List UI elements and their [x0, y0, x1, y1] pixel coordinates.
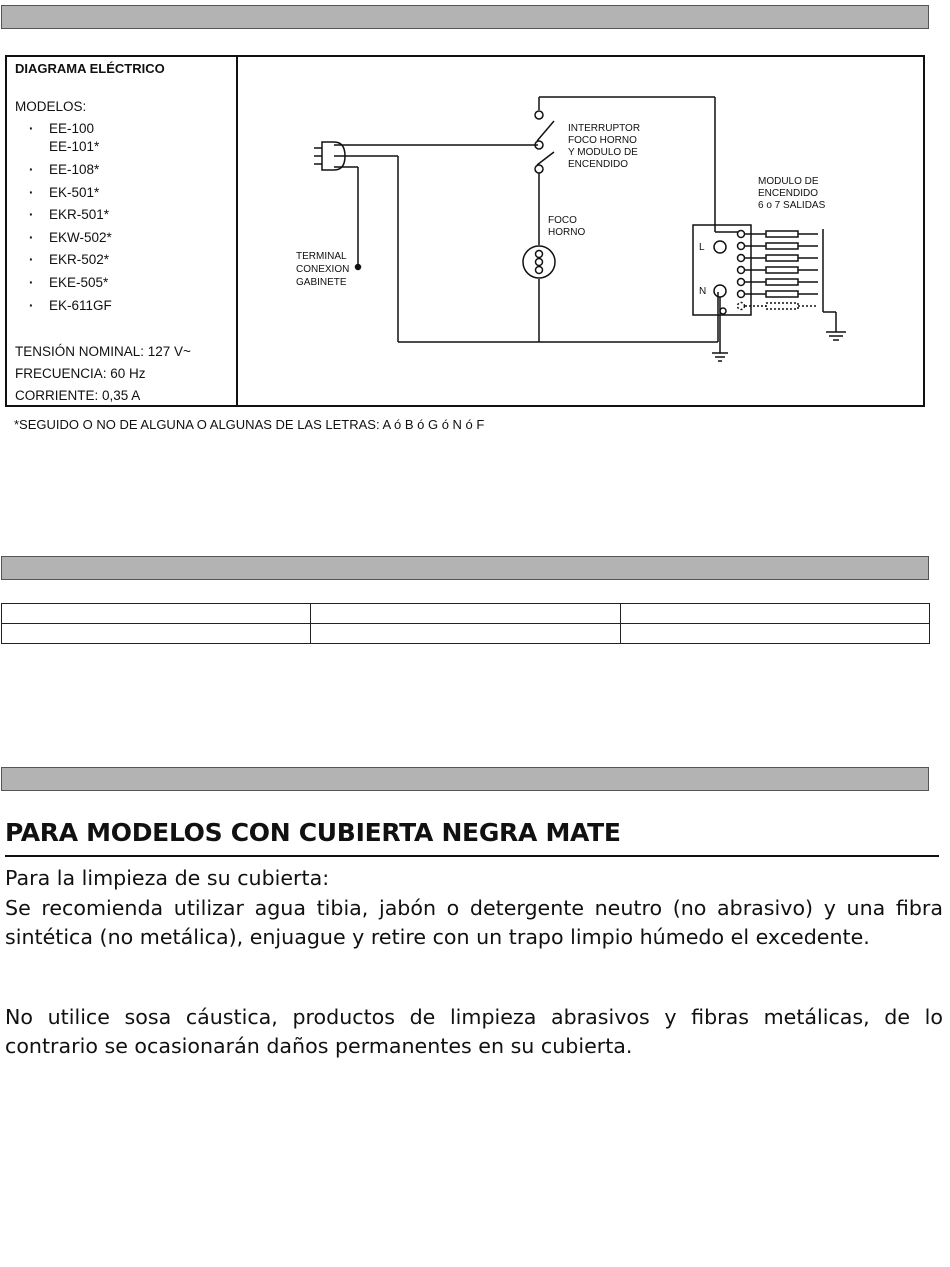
label-terminal: GABINETE [296, 277, 347, 288]
models-label: MODELOS: [15, 99, 87, 114]
table-cell [311, 624, 620, 644]
spec-frequency: FRECUENCIA: 60 Hz [15, 366, 146, 381]
cleaning-paragraph-2: No utilice sosa cáustica, productos de limpieza abrasivos y fibras metálicas, de lo contrario se ocasionarán daños permanentes en su cubierta. [5, 1005, 943, 1058]
terminal-dot [356, 265, 361, 270]
ignition-module-box [693, 225, 751, 315]
spec-voltage: TENSIÓN NOMINAL: 127 V~ [15, 344, 191, 359]
spec-current: CORRIENTE: 0,35 A [15, 388, 141, 403]
model-bullet: · [29, 185, 34, 200]
diagram-title: DIAGRAMA ELÉCTRICO [15, 61, 165, 76]
section-header-bar-1 [1, 5, 929, 29]
terminal-l [714, 241, 726, 253]
cleaning-lead: Para la limpieza de su cubierta: [5, 866, 330, 890]
table-cell [620, 604, 929, 624]
table-row [2, 604, 930, 624]
switch-contact [535, 111, 543, 119]
model-bullet: · [29, 121, 34, 136]
model-bullet: · [29, 207, 34, 222]
wiring-schematic [238, 57, 923, 405]
heading-rule [5, 855, 939, 857]
empty-table [1, 603, 930, 644]
lamp-filament [536, 251, 543, 258]
model-item: EKR-501* [49, 207, 110, 222]
electrical-diagram-panel [5, 55, 925, 407]
section-header-bar-3 [1, 767, 929, 791]
models-footnote: *SEGUIDO O NO DE ALGUNA O ALGUNAS DE LAS LETRAS: A ó B ó G ó N ó F [14, 417, 485, 432]
model-item: EKR-502* [49, 252, 110, 267]
model-item: EE-100 [49, 121, 95, 136]
label-modulo: MODULO DE [758, 176, 819, 187]
model-item: EK-611GF [49, 298, 112, 313]
label-foco: HORNO [548, 227, 586, 238]
module-outputs [738, 231, 819, 310]
switch-contact [535, 165, 543, 173]
model-bullet: · [29, 298, 34, 313]
switch-lever [537, 152, 554, 165]
table-cell [620, 624, 929, 644]
label-modulo: 6 o 7 SALIDAS [758, 200, 826, 211]
table-row [2, 624, 930, 644]
label-interruptor: ENCENDIDO [568, 159, 629, 170]
label-terminal: CONEXION [296, 264, 350, 275]
model-item: EKE-505* [49, 275, 109, 290]
label-interruptor: INTERRUPTOR [568, 123, 641, 134]
model-bullet: · [29, 252, 34, 267]
switch-lever [537, 121, 554, 141]
cleaning-paragraph-1: Se recomienda utilizar agua tibia, jabón o detergente neutro (no abrasivo) y una fibra sintética (no metálica), enjuague y retire con un trapo limpio húmedo el excedente. [5, 896, 943, 949]
model-bullet: · [29, 230, 34, 245]
label-l: L [699, 242, 705, 253]
table-cell [311, 604, 620, 624]
label-modulo: ENCENDIDO [758, 188, 819, 199]
label-foco: FOCO [548, 215, 577, 226]
cleaning-heading: PARA MODELOS CON CUBIERTA NEGRA MATE [5, 818, 621, 847]
table-cell [2, 604, 311, 624]
model-bullet: · [29, 275, 34, 290]
model-bullet: · [29, 162, 34, 177]
diagram-info-column [7, 57, 238, 405]
model-item: EK-501* [49, 185, 100, 200]
section-header-bar-2 [1, 556, 929, 580]
model-item: EKW-502* [49, 230, 112, 245]
table-cell [2, 624, 311, 644]
lamp-filament [536, 267, 543, 274]
label-interruptor: FOCO HORNO [568, 135, 637, 146]
model-item: EE-101* [49, 139, 100, 154]
terminal-n [714, 285, 726, 297]
label-interruptor: Y MODULO DE [568, 147, 638, 158]
model-item: EE-108* [49, 162, 100, 177]
label-n: N [699, 286, 707, 297]
lamp-filament [536, 259, 543, 266]
wire-node [720, 308, 726, 314]
label-terminal: TERMINAL [296, 251, 347, 262]
